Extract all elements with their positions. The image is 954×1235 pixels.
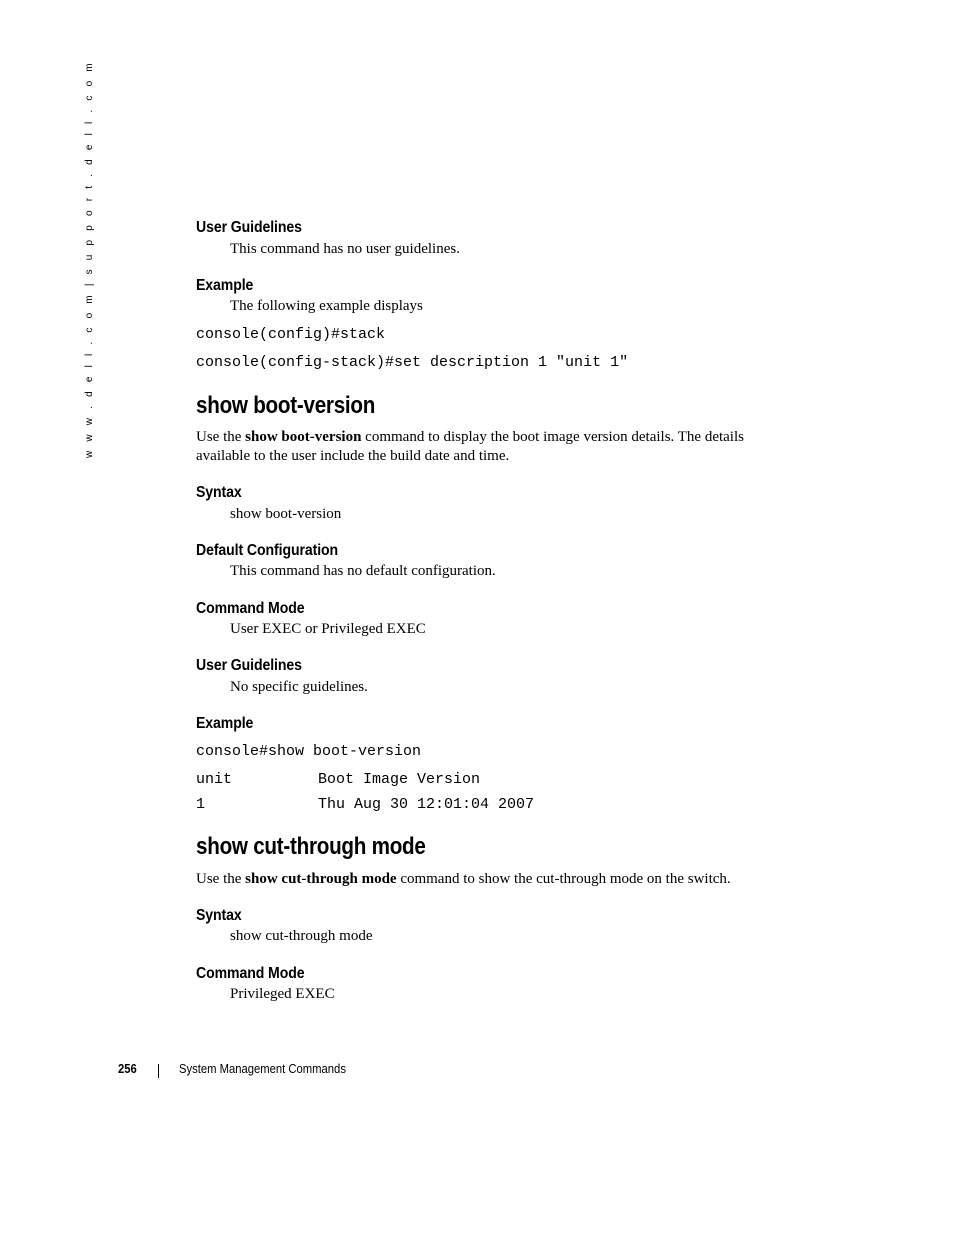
output-table-header xyxy=(196,771,596,788)
syntax-heading: Syntax xyxy=(196,907,242,924)
example-heading: Example xyxy=(196,715,254,732)
desc-command: show cut-through mode xyxy=(245,871,397,887)
side-url: w w w . d e l l . c o m | s u p p o r t . d e l l . c o m xyxy=(84,60,95,458)
example-heading: Example xyxy=(196,277,254,294)
table-cell-unit: 1 xyxy=(196,796,206,813)
desc-prefix: Use the xyxy=(196,871,246,887)
code-line: console(config)#stack xyxy=(196,326,386,343)
section-title-cut-through: show cut-through mode xyxy=(196,833,426,860)
table-row xyxy=(196,796,596,813)
table-cell-version: Thu Aug 30 12:01:04 2007 xyxy=(318,796,535,813)
command-mode-text: Privileged EXEC xyxy=(230,986,335,1002)
command-mode-heading: Command Mode xyxy=(196,965,305,982)
footer-section-title: System Management Commands xyxy=(179,1062,346,1076)
footer-divider xyxy=(158,1064,159,1078)
desc-prefix: Use the xyxy=(196,429,246,445)
code-line: console(config-stack)#set description 1 "unit 1" xyxy=(196,354,629,371)
user-guidelines-text: This command has no user guidelines. xyxy=(230,241,460,257)
syntax-text: show cut-through mode xyxy=(230,928,373,944)
syntax-text: show boot-version xyxy=(230,506,342,522)
default-config-heading: Default Configuration xyxy=(196,542,339,559)
boot-version-description xyxy=(196,428,786,466)
command-mode-text: User EXEC or Privileged EXEC xyxy=(230,621,426,637)
code-line: console#show boot-version xyxy=(196,743,422,760)
user-guidelines-text: No specific guidelines. xyxy=(230,679,368,695)
desc-suffix: command to show the cut-through mode on the switch. xyxy=(396,871,731,887)
user-guidelines-heading: User Guidelines xyxy=(196,657,302,674)
user-guidelines-heading: User Guidelines xyxy=(196,219,302,236)
command-mode-heading: Command Mode xyxy=(196,600,305,617)
cut-through-description xyxy=(196,870,786,889)
table-header-unit: unit xyxy=(196,771,233,788)
example-text: The following example displays xyxy=(230,298,423,314)
section-title-boot-version: show boot-version xyxy=(196,392,376,419)
default-config-text: This command has no default configuration. xyxy=(230,563,496,579)
desc-command: show boot-version xyxy=(245,429,362,445)
desc-suffix: command to display the boot image version details. The details available to the user include the build date and time. xyxy=(196,429,744,464)
table-header-version: Boot Image Version xyxy=(318,771,481,788)
page-number: 256 xyxy=(118,1062,137,1076)
syntax-heading: Syntax xyxy=(196,484,242,501)
